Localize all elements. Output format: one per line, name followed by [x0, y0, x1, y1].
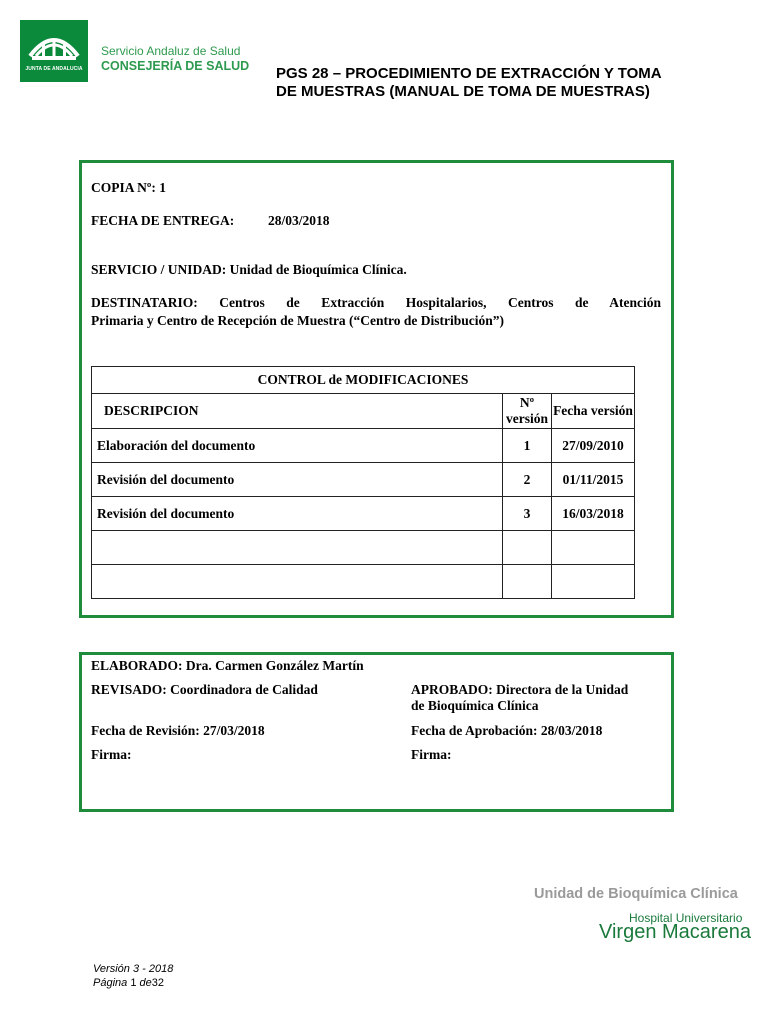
- row-date: 01/11/2015: [552, 463, 635, 497]
- junta-andalucia-logo: [20, 20, 88, 82]
- version-label: Versión 3 - 2018: [93, 963, 174, 975]
- table-header-row: [92, 394, 635, 429]
- table-row: [92, 463, 635, 497]
- row-description: [92, 531, 503, 565]
- row-version: 1: [503, 429, 552, 463]
- org-name: Servicio Andaluz de Salud: [101, 44, 241, 58]
- reviewed-by: REVISADO: Coordinadora de Calidad: [91, 682, 318, 697]
- approved-by-line-2: de Bioquímica Clínica: [411, 698, 539, 713]
- signature-left: Firma:: [91, 747, 132, 762]
- page-current: 1: [130, 977, 137, 989]
- row-version: [503, 565, 552, 599]
- table-row: [92, 497, 635, 531]
- column-header-description: DESCRIPCION: [92, 394, 503, 429]
- modifications-title: CONTROL de MODIFICACIONES: [92, 367, 635, 394]
- review-date: Fecha de Revisión: 27/03/2018: [91, 723, 265, 738]
- row-description: [92, 565, 503, 599]
- row-version: 2: [503, 463, 552, 497]
- row-date: [552, 565, 635, 599]
- column-header-date: Fecha versión: [552, 394, 635, 429]
- page-separator: de: [139, 977, 152, 989]
- table-row: [92, 429, 635, 463]
- hospital-name-line-1: Hospital Universitario: [629, 911, 743, 925]
- row-date: [552, 531, 635, 565]
- prepared-by: ELABORADO: Dra. Carmen González Martín: [91, 658, 364, 673]
- table-row: [92, 531, 635, 565]
- row-date: 16/03/2018: [552, 497, 635, 531]
- page-prefix: Página: [93, 977, 128, 989]
- row-date: 27/09/2010: [552, 429, 635, 463]
- copy-number: COPIA Nº: 1: [91, 180, 166, 195]
- recipient-line-1: DESTINATARIO: Centros de Extracción Hospitalarios, Centros de Atención: [91, 295, 661, 310]
- arch-logo-icon: [20, 20, 88, 82]
- service-unit: SERVICIO / UNIDAD: Unidad de Bioquímica Clínica.: [91, 262, 407, 277]
- logo-caption: JUNTA DE ANDALUCIA: [25, 66, 83, 72]
- column-header-version: Nº versión: [503, 394, 552, 429]
- modifications-table: [91, 366, 635, 599]
- org-department: CONSEJERÍA DE SALUD: [101, 59, 250, 73]
- delivery-date-value: 28/03/2018: [268, 213, 330, 228]
- row-description: Revisión del documento: [92, 497, 503, 531]
- row-description: Revisión del documento: [92, 463, 503, 497]
- approved-by-line-1: APROBADO: Directora de la Unidad: [411, 682, 629, 697]
- row-description: Elaboración del documento: [92, 429, 503, 463]
- page-number: [93, 977, 164, 989]
- hospital-name-line-2: Virgen Macarena: [599, 921, 751, 943]
- page-total: 32: [151, 977, 165, 989]
- recipient-line-2: Primaria y Centro de Recepción de Muestra (“Centro de Distribución”): [91, 313, 505, 328]
- document-title: PGS 28 – PROCEDIMIENTO DE EXTRACCIÓN Y TOMA DE MUESTRAS (MANUAL DE TOMA DE MUESTRAS): [276, 65, 662, 100]
- approval-date: Fecha de Aprobación: 28/03/2018: [411, 723, 603, 738]
- table-row: [92, 565, 635, 599]
- signature-right: Firma:: [411, 747, 452, 762]
- footer-unit-name: Unidad de Bioquímica Clínica: [534, 886, 738, 902]
- delivery-date-label: FECHA DE ENTREGA:: [91, 213, 235, 228]
- row-version: [503, 531, 552, 565]
- row-version: 3: [503, 497, 552, 531]
